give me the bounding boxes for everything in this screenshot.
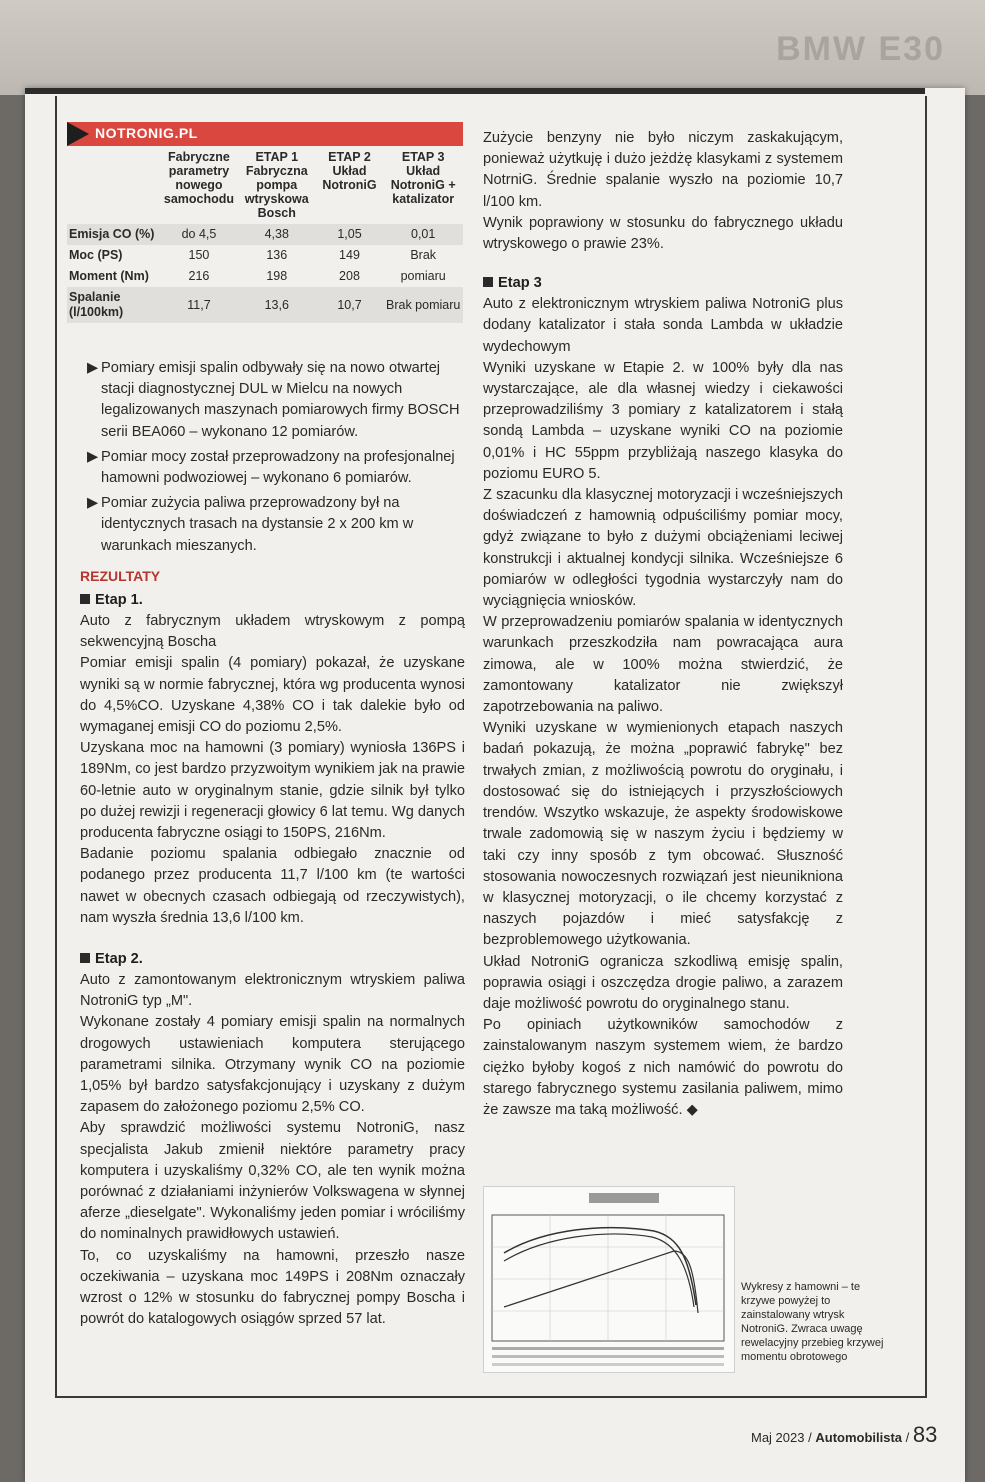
end-diamond-icon: ◆ (686, 1101, 698, 1118)
paragraph: Wykonane zostały 4 pomiary emisji spalin na normalnych drogowych ustawieniach komputera sterującego parametrami silnika. Otrzymany wynik CO na poziomie 1,05% był bardzo satysfakcjonujący i uzyskany z dużym zapasem do założonego poziomu 2,5% CO. (80, 1014, 465, 1116)
table-cell: 198 (266, 269, 288, 283)
bullet-text: Pomiar zużycia paliwa przeprowadzony był na identycznych trasach na dystansie 2 x 200 km w warunkach mieszanych. (101, 495, 414, 554)
table-row (67, 224, 463, 245)
bullet-text: Pomiary emisji spalin odbywały się na nowo otwartej stacji diagnostycznej DUL w Mielcu na nowych legalizowanych maszynach pomiarowych firmy BOSCH serii BEA060 – wykonano 12 pomiarów. (101, 360, 460, 440)
square-icon (483, 277, 493, 287)
paragraph: Wyniki uzyskane w Etapie 2. w 100% były dla nas wystarczające, ale dla własnej wiedzy i ciekawości przeprowadziliśmy 3 pomiary z katalizatorem i stałą sondą Lambda – uzyskane wyniki CO na poziomie 0,01% i HC 55ppm przybliżają naszego klasyka do poziomu EURO 5. (483, 359, 843, 482)
table-header: ETAP 1 Fabryczna pompa wtryskowa Bosch (244, 150, 309, 220)
paragraph: To, co uzyskaliśmy na hamowni, przeszło nasze oczekiwania – uzyskana moc 149PS i 208Nm oznaczały wzrost o 12% w stosunku do fabrycznej pompy Boscha i powrót do katalogowych osiągów sprzed 57 lat. (80, 1247, 465, 1328)
table-cell: Moment (Nm) (69, 269, 149, 283)
table-header: ETAP 3 Układ NotroniG + katalizator (390, 150, 456, 206)
paragraph: Pomiar emisji spalin (4 pomiary) pokazał, że uzyskane wyniki są w normie fabrycznej, która wg producenta wynosi do 4,5%CO. Uzyskane 4,38% CO i tak dalekie było od wymaganej emisji CO do poziomu 2,5%. (80, 655, 465, 736)
data-table (67, 146, 463, 323)
table-row (67, 287, 463, 323)
bullet-arrow-icon: ▶ (87, 360, 99, 376)
table-row (67, 245, 463, 266)
footer-date: Maj 2023 (751, 1430, 805, 1445)
etap1-heading: Etap 1. (80, 590, 465, 611)
table-cell: 1,05 (316, 224, 384, 245)
table-cell: do 4,5 (160, 224, 238, 245)
paragraph: Z szacunku dla klasycznej motoryzacji i wcześniejszych doświadczeń z hamownią odpuściliśmy pomiar mocy, gdyż związane to było z dużymi obciążeniami leciwej konstrukcji i aktualnej kondycji silnika. Wcześniejsze 6 pomiarów w odległości tygodnia wystarczyły nam do wyciągnięcia wniosków. (483, 487, 843, 610)
square-icon (80, 953, 90, 963)
table-cell: Spalanie (l/100km) (67, 287, 160, 323)
table-cell: 149 (339, 248, 360, 262)
table-cell: 0,01 (383, 224, 463, 245)
torque-curve-1 (504, 1228, 696, 1305)
page-number: 83 (912, 1422, 938, 1447)
table-header (67, 146, 160, 224)
table-cell: pomiaru (400, 269, 446, 283)
list-item (87, 447, 467, 489)
paragraph: Wyniki uzyskane w wymienionych etapach naszych badań pokazują, że można „poprawić fabrykę" bez trwałych zmian, z możliwością powrotu do oryginału, i dostosować się do istniejących i przyszłościowych trendów. Wszytko wskazuje, że aspekty środowiskowe trwale zadomowią się w naszym życiu i będziemy w taki czy inny sposób z tym obcować. Słuszność stosowania nowoczesnych rozwiązań jest nieunikniona w klasycznej motoryzacji, o ile chcemy korzystać z naszych pojazdów i mieć satysfakcję z bezproblemowego użytkowania. (483, 720, 843, 949)
section-title: REZULTATY (80, 568, 161, 584)
chart-header-blur (589, 1193, 659, 1203)
paragraph: Aby sprawdzić możliwości systemu NotroniG, nasz specjalista Jakub zmienił niektóre parametry pracy komputera i uzyskaliśmy 0,32% CO, ale ten wynik można porównać z działaniami inżynierów Volkswagena w słynnej aferze „dieselgate". Wykonaliśmy jeden pomiar i wróciliśmy do nominalnych prawidłowych ustawień. (80, 1120, 465, 1243)
paragraph: W przeprowadzeniu pomiarów spalania w identycznych warunkach przeszkodziła nam powracająca aura zimowa, ale w 100% można stwierdzić, że zamontowany katalizator nie zwiększył zapotrzebowania na paliwo. (483, 614, 843, 716)
footer-magazine: Automobilista (815, 1430, 903, 1445)
paragraph: Auto z fabrycznym układem wtryskowym z pompą sekwencyjną Boscha (80, 613, 465, 651)
paragraph: Wynik poprawiony w stosunku do fabrycznego układu wtryskowego o prawie 23%. (483, 214, 843, 253)
paragraph: Uzyskana moc na hamowni (3 pomiary) wyniosła 136PS i 189Nm, co jest bardzo przyzwoitym wynikiem jak na prawie 60-letnie auto w oryginalnym stanie, gdzie silnik był tylko po dużej rewizji i regeneracji głowicy 6 lat temu. Wg danych producenta fabryczne osiągi to 150PS, 216Nm. (80, 740, 465, 842)
page-footer (751, 1422, 937, 1448)
table-brand: NOTRONIG.PL (95, 125, 198, 141)
results-table (67, 122, 463, 323)
table-cell: 10,7 (316, 287, 384, 323)
chart-caption: Wykresy z hamowni – te krzywe powyżej to zainstalowany wtrysk NotroniG. Zwraca uwagę rewelacyjny przebieg krzywej momentu obrotowego (741, 1281, 884, 1363)
paragraph: Po opiniach użytkowników samochodów z zainstalowanym naszym systemem wiem, że bardzo ciężko byłoby kogoś z nich namówić do powrotu do starego fabrycznego systemu zasilania paliwem, mimo że zawsze ma taką możliwość. ◆ (483, 1017, 843, 1118)
list-item (87, 493, 467, 557)
left-column (80, 590, 465, 1331)
table-cell: 136 (266, 248, 288, 262)
table-cell: Brak (410, 248, 437, 262)
table-cell: 4,38 (238, 224, 316, 245)
table-cell: 208 (339, 269, 360, 283)
torque-curve-2 (504, 1234, 694, 1307)
paragraph: Auto z elektronicznym wtryskiem paliwa NotroniG plus dodany katalizator i stała sonda Lambda w układzie wydechowym (483, 296, 843, 355)
frame-top-bar (25, 88, 925, 94)
magazine-page (25, 88, 965, 1482)
background-strip (0, 0, 985, 95)
table-header: Fabryczne parametry nowego samochodu (163, 150, 235, 206)
table-cell: 11,7 (160, 287, 238, 323)
list-item (87, 358, 467, 443)
footer-separator: / (905, 1430, 910, 1445)
bullet-arrow-icon: ▶ (87, 448, 99, 465)
table-header-bar (67, 122, 463, 146)
table-cell: 150 (188, 248, 210, 262)
bullet-arrow-icon: ▶ (87, 495, 99, 512)
etap2-heading: Etap 2. (80, 949, 465, 970)
paragraph: Badanie poziomu spalania odbiegało znacznie od podanego przez producenta 11,7 l/100 km (te wartości nawet w obecnych czasach odbiegają od rzeczywistych), nam wyszła średnia 13,6 l/100 km. (80, 846, 465, 926)
dyno-chart-graphic (484, 1187, 734, 1372)
table-cell: Moc (PS) (69, 248, 123, 262)
paragraph: Zużycie benzyny nie było niczym zaskakującym, ponieważ użytkuję i dużo jeżdżę klasykami z systemem NotrniG. Średnie spalanie wyszło na poziomie 10,7 l/100 km. (483, 130, 843, 210)
footer-separator: / (808, 1430, 812, 1445)
table-cell: 216 (188, 269, 210, 283)
power-curve (504, 1251, 698, 1313)
table-row (67, 266, 463, 287)
paragraph: Auto z zamontowanym elektronicznym wtryskiem paliwa NotroniG typ „M". (80, 972, 465, 1010)
table-cell: 13,6 (238, 287, 316, 323)
square-icon (80, 594, 90, 604)
etap3-heading: Etap 3 (483, 273, 843, 294)
ghost-text: BMW E30 (776, 30, 945, 68)
table-cell: Emisja CO (%) (67, 224, 160, 245)
right-column (483, 128, 843, 1121)
dyno-chart-image (483, 1186, 735, 1373)
bullet-list (87, 358, 467, 561)
table-header: ETAP 2 Układ NotroniG (322, 150, 377, 192)
paragraph: Układ NotroniG ogranicza szkodliwą emisję spalin, poprawia osiągi i oszczędza drogie paliwo, a zarazem daje możliwość powrotu do oryginalnego stanu. (483, 953, 843, 1012)
triangle-icon (67, 122, 89, 146)
table-cell: Brak pomiaru (383, 287, 463, 323)
bullet-text: Pomiar mocy został przeprowadzony na profesjonalnej hamowni podwoziowej – wykonano 6 pomiarów. (101, 448, 455, 487)
